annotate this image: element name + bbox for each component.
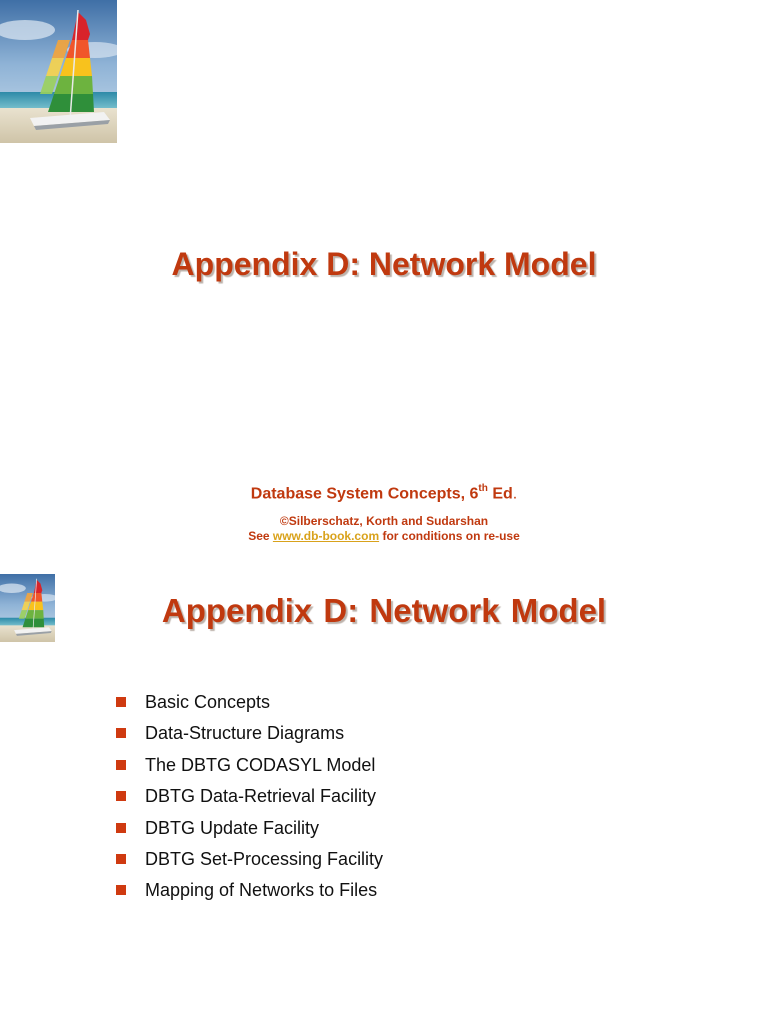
square-bullet-icon: [116, 791, 126, 801]
outline-list: [116, 691, 383, 911]
list-item: [116, 785, 383, 816]
square-bullet-icon: [116, 760, 126, 770]
square-bullet-icon: [116, 854, 126, 864]
list-item: [116, 817, 383, 848]
list-item-text: DBTG Data-Retrieval Facility: [145, 786, 377, 807]
conditions-suffix: for conditions on re-use: [379, 529, 520, 543]
list-item-text: DBTG Set-Processing Facility: [145, 848, 384, 869]
copyright-line: ©Silberschatz, Korth and Sudarshan: [279, 514, 489, 528]
db-book-link[interactable]: www.db-book.com: [272, 529, 380, 543]
sailboat-icon: [0, 0, 117, 143]
list-item-text: Basic Concepts: [145, 692, 271, 712]
list-item-text: The DBTG CODASYL Model: [145, 754, 376, 775]
edition-text: Ed: [487, 485, 513, 503]
slide-title: Appendix D: Network Model: [161, 592, 607, 629]
list-item: [116, 691, 383, 722]
slide-title: Appendix D: Network Model: [171, 246, 597, 282]
list-item-text: Data-Structure Diagrams: [145, 723, 345, 744]
square-bullet-icon: [116, 885, 126, 895]
book-subtitle: [0, 484, 768, 503]
square-bullet-icon: [116, 728, 126, 738]
list-item: [116, 879, 383, 910]
list-item-text: DBTG Update Facility: [145, 817, 320, 838]
list-item: [116, 722, 383, 753]
book-title-text: Database System Concepts, 6: [250, 485, 479, 503]
subtitle-period: .: [512, 485, 518, 503]
square-bullet-icon: [116, 697, 126, 707]
list-item: [116, 848, 383, 879]
list-item: [116, 754, 383, 785]
conditions-prefix: See: [248, 529, 273, 543]
list-item-text: Mapping of Networks to Files: [145, 880, 378, 901]
conditions-line: [0, 529, 768, 543]
square-bullet-icon: [116, 823, 126, 833]
edition-superscript: th: [478, 483, 488, 494]
outline-slide: [0, 574, 768, 1024]
